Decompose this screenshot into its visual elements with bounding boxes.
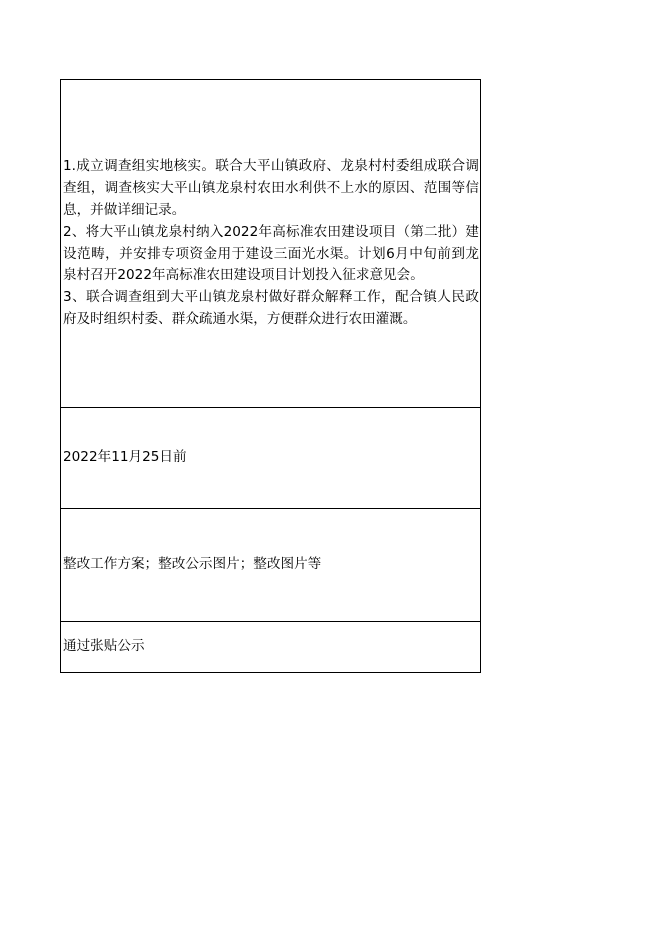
- materials-row: [61, 509, 481, 622]
- measure-item-3: 3、联合调查组到大平山镇龙泉村做好群众解释工作，配合镇人民政府及时组织村委、群众疏通水渠，方便群众进行农田灌溉。: [63, 289, 479, 327]
- materials-cell: 整改工作方案；整改公示图片；整改图片等: [61, 509, 481, 622]
- publicity-cell: 通过张贴公示: [61, 622, 481, 673]
- measures-row: [61, 80, 481, 408]
- measure-item-1: 1.成立调查组实地核实。联合大平山镇政府、龙泉村村委组成联合调查组，调查核实大平山镇龙泉村农田水利供不上水的原因、范围等信息，并做详细记录。: [63, 158, 479, 218]
- rectification-table: [60, 79, 481, 673]
- deadline-row: [61, 408, 481, 509]
- publicity-row: [61, 622, 481, 673]
- deadline-cell: 2022年11月25日前: [61, 408, 481, 509]
- measures-cell: [61, 80, 481, 408]
- measure-item-2: 2、将大平山镇龙泉村纳入2022年高标准农田建设项目（第二批）建设范畴，并安排专项资金用于建设三面光水渠。计划6月中旬前到龙泉村召开2022年高标准农田建设项目计划投入征求意见会。: [63, 223, 479, 284]
